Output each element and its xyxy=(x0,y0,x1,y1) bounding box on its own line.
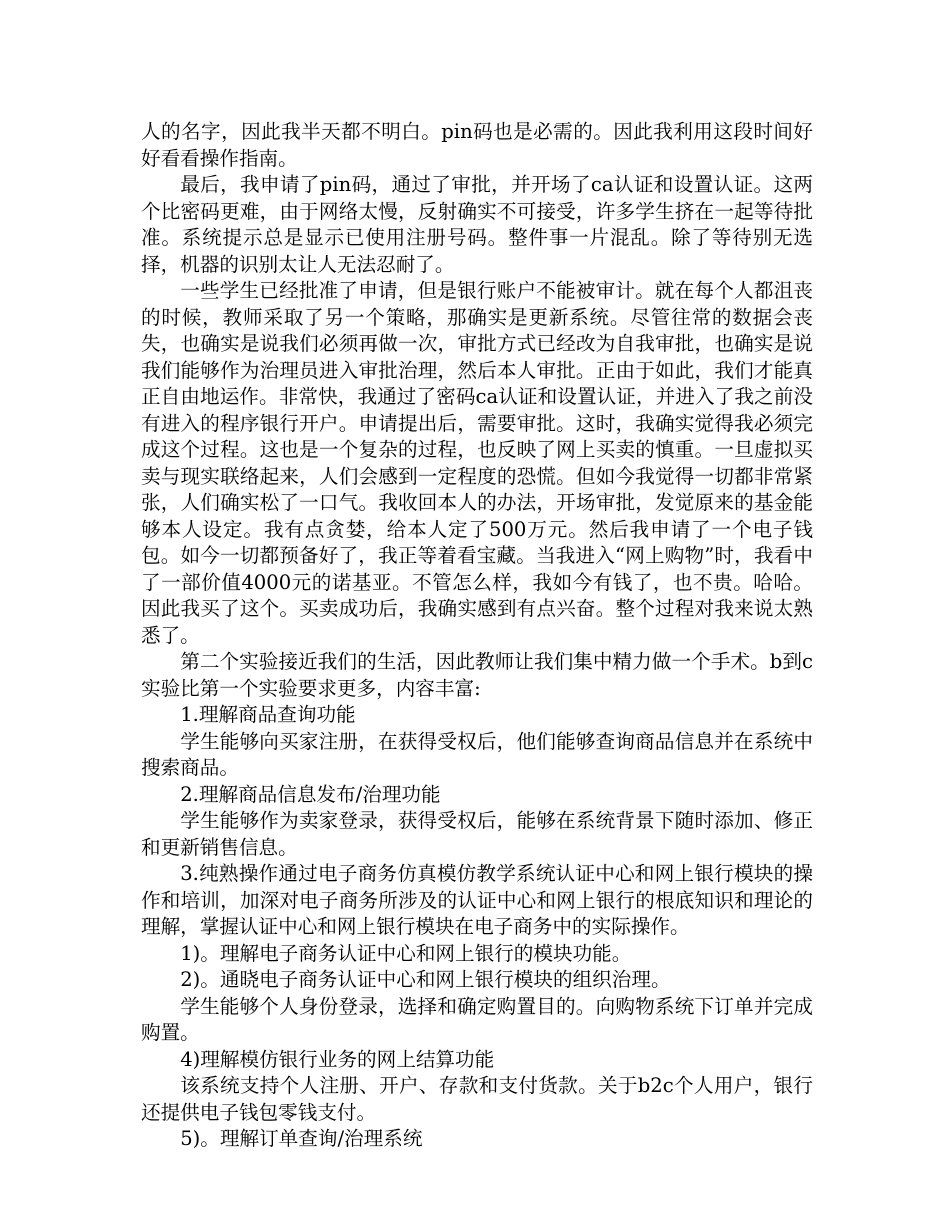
paragraph-3: 一些学生已经批准了申请，但是银行账户不能被审计。就在每个人都沮丧的时候，教师采取了另一个策略，那确实是更新系统。尽管往常的数据会丧失，也确实是说我们必须再做一次，审批方式已经改为自我审批，也确实是说我们能够作为治理员进入审批治理，然后本人审批。正由于如此，我们才能真正自由地运作。非常快，我通过了密码ca认证和设置认证，并进入了我之前没有进入的程序银行开户。申请提出后，需要审批。这时，我确实觉得我必须完成这个过程。这也是一个复杂的过程，也反映了网上买卖的慎重。一旦虚拟买卖与现实联络起来，人们会感到一定程度的恐慌。但如今我觉得一切都非常紧张，人们确实松了一口气。我收回本人的办法，开场审批，发觉原来的基金能够本人设定。我有点贪婪，给本人定了500万元。然后我申请了一个电子钱包。如今一切都预备好了，我正等着看宝藏。当我进入“网上购物”时，我看中了一部价值4000元的诺基亚。不管怎么样，我如今有钱了，也不贵。哈哈。因此我买了这个。买卖成功后，我确实感到有点兴奋。整个过程对我来说太熟悉了。 xyxy=(141,279,813,647)
paragraph-1: 人的名字，因此我半天都不明白。pin码也是必需的。因此我利用这段时间好好看看操作指南。 xyxy=(141,120,813,170)
paragraph-4: 第二个实验接近我们的生活，因此教师让我们集中精力做一个手术。b到c实验比第一个实验要求更多，内容丰富: xyxy=(141,650,813,700)
paragraph-2: 最后，我申请了pin码，通过了审批，并开场了ca认证和设置认证。这两个比密码更难，由于网络太慢，反射确实不可接受，许多学生挤在一起等待批准。系统提示总是显示已使用注册号码。整件事一片混乱。除了等待别无选择，机器的识别太让人无法忍耐了。 xyxy=(141,173,813,276)
list-item-2-heading: 2.理解商品信息发布/治理功能 xyxy=(180,782,441,806)
sub-item-5: 5)。理解订单查询/治理系统 xyxy=(180,1127,423,1150)
sub-item-4: 4)理解模仿银行业务的网上结算功能 xyxy=(180,1047,495,1071)
sub-item-1: 1)。理解电子商务认证中心和网上银行的模块功能。 xyxy=(180,941,632,965)
list-item-2-body: 学生能够作为卖家登录，获得受权后，能够在系统背景下随时添加、修正和更新销售信息。 xyxy=(141,809,813,859)
list-item-1-heading: 1.理解商品查询功能 xyxy=(180,703,356,726)
sub-item-2-body: 学生能够个人身份登录，选择和确定购置目的。向购物系统下订单并完成购置。 xyxy=(141,994,813,1044)
sub-item-2: 2)。通晓电子商务认证中心和网上银行模块的组织治理。 xyxy=(180,968,671,991)
document-page xyxy=(141,119,813,1153)
sub-item-4-body: 该系统支持个人注册、开户、存款和支付货款。关于b2c个人用户，银行还提供电子钱包零钱支付。 xyxy=(141,1074,813,1124)
list-item-1-body: 学生能够向买家注册，在获得受权后，他们能够查询商品信息并在系统中搜索商品。 xyxy=(141,729,813,779)
list-item-3: 3.纯熟操作通过电子商务仿真模仿教学系统认证中心和网上银行模块的操作和培训，加深对电子商务所涉及的认证中心和网上银行的根底知识和理论的理解，掌握认证中心和网上银行模块在电子商务中的实际操作。 xyxy=(141,862,813,938)
